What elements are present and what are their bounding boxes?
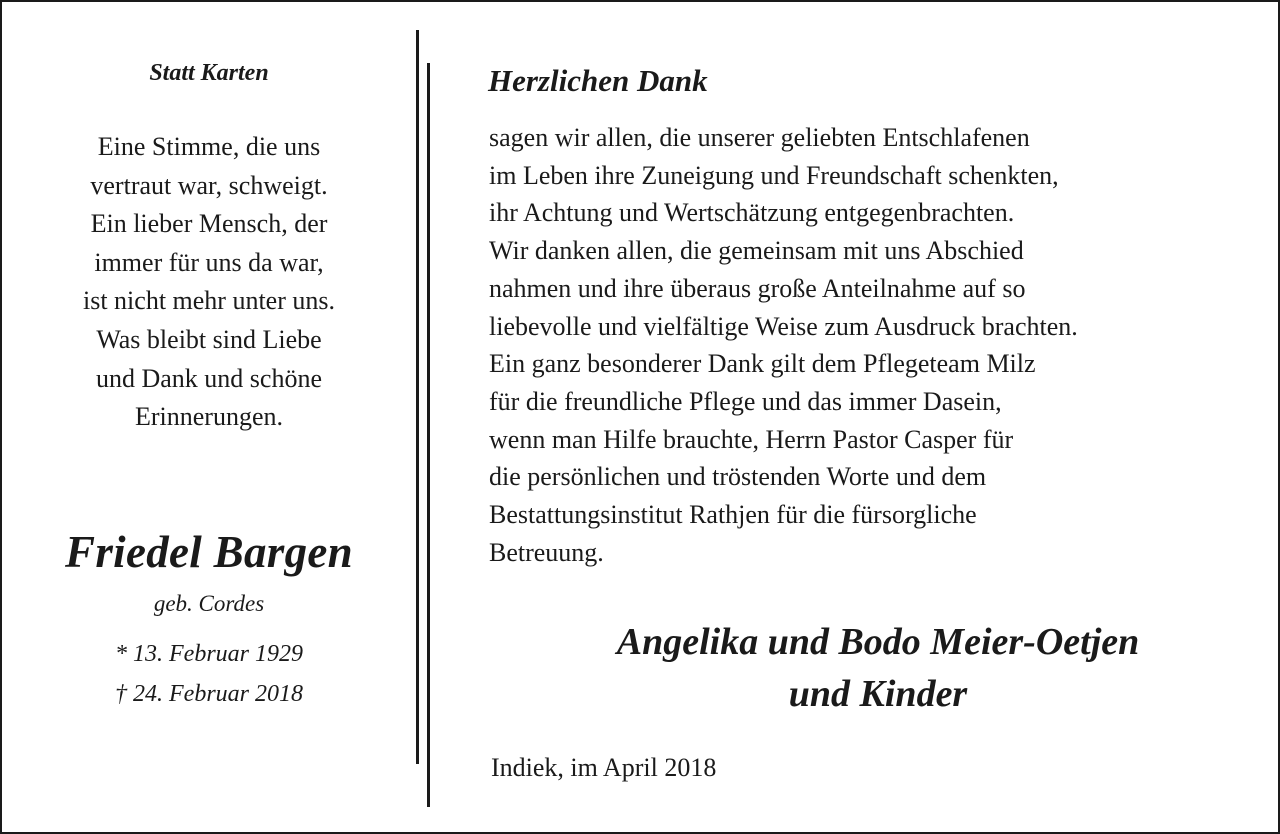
signers: [458, 616, 1280, 720]
body-line: sagen wir allen, die unserer geliebten Entschlafenen: [489, 123, 1030, 152]
body-line: Betreuung.: [489, 537, 604, 567]
body-line: die persönlichen und tröstenden Worte und dem: [489, 462, 987, 492]
body-line: ihr Achtung und Wertschätzung entgegenbrachten.: [489, 198, 1015, 228]
body-line: Ein ganz besonderer Dank gilt dem Pflegeteam Milz: [489, 349, 1036, 379]
poem-line: Was bleibt sind Liebe: [96, 324, 322, 354]
deceased-name: Friedel Bargen: [65, 527, 353, 577]
signers-children: und Kinder: [788, 673, 968, 715]
death-date: † 24. Februar 2018: [115, 681, 303, 707]
poem-line: Ein lieber Mensch, der: [90, 209, 328, 239]
poem-line: vertraut war, schweigt.: [90, 170, 328, 200]
statt-karten-label: Statt Karten: [149, 60, 269, 86]
place-date: Indiek, im April 2018: [491, 753, 717, 782]
body-line: im Leben ihre Zuneigung und Freundschaft schenkten,: [489, 160, 1059, 190]
body-line: Wir danken allen, die gemeinsam mit uns Abschied: [489, 236, 1024, 266]
signers-names: Angelika und Bodo Meier-Oetjen: [616, 621, 1140, 663]
body-line: nahmen und ihre überaus große Anteilnahme auf so: [489, 273, 1026, 303]
poem-line: Erinnerungen.: [134, 402, 283, 432]
poem-line: und Dank und schöne: [95, 363, 322, 393]
body-line: Bestattungsinstitut Rathjen für die fürsorgliche: [489, 500, 977, 530]
poem-line: immer für uns da war,: [94, 247, 324, 277]
body-line: für die freundliche Pflege und das immer Dasein,: [489, 386, 1002, 416]
divider-line-left: [416, 30, 419, 764]
thanks-heading: Herzlichen Dank: [488, 63, 708, 98]
divider-line-right: [427, 63, 430, 807]
poem-line: Eine Stimme, die uns: [97, 132, 321, 161]
body-line: liebevolle und vielfältige Weise zum Ausdruck brachten.: [489, 311, 1078, 341]
poem: [30, 128, 388, 437]
body-line: wenn man Hilfe brauchte, Herrn Pastor Casper für: [489, 424, 1014, 454]
maiden-name: geb. Cordes: [153, 591, 265, 616]
birth-date: * 13. Februar 1929: [115, 641, 303, 667]
thanks-body: [489, 119, 1249, 571]
poem-line: ist nicht mehr unter uns.: [82, 286, 335, 316]
